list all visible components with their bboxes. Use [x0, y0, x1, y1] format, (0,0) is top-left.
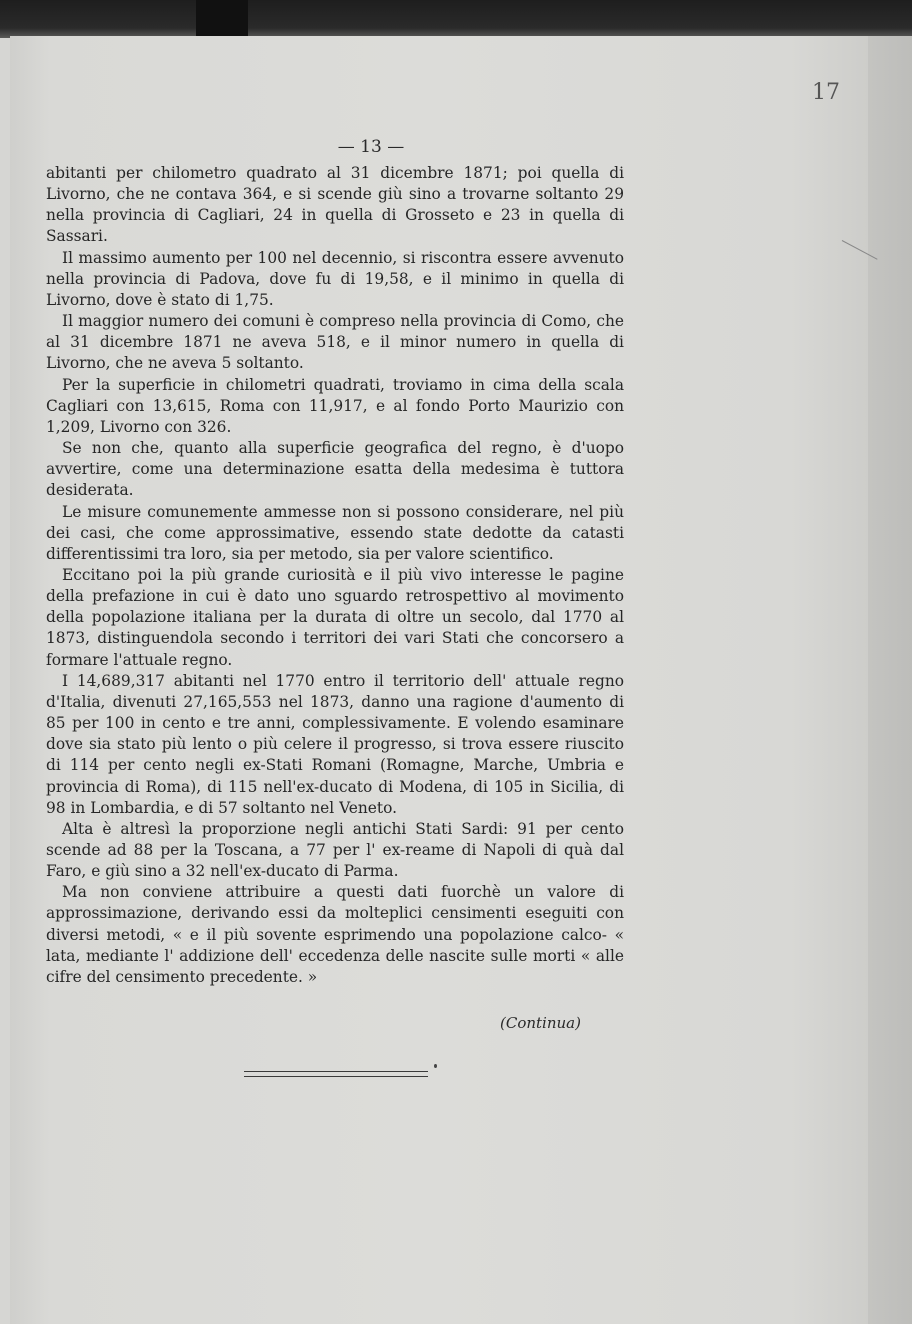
page-number: — 13 — [337, 137, 405, 157]
closing-rule [244, 1071, 428, 1072]
closing-rule [244, 1076, 428, 1077]
paragraph: Per la superficie in chilometri quadrati, troviamo in cima della scala Cagliari con 13,615, Roma con 11,917, e al fondo Porto Maurizio con 1,209, Livorno con 326. [46, 375, 624, 436]
paragraph: abitanti per chilometro quadrato al 31 dicembre 1871; poi quella di Livorno, che ne contava 364, e si scende giù sino a trovarne soltanto 29 nella provincia di Cagliari, 24 in quella di Grosseto e 23 in quella di Sassari. [46, 164, 624, 246]
paragraph: Ma non conviene attribuire a questi dati fuorchè un valore di approssimazione, derivando essi da molteplici censimenti eseguiti con diversi metodi, « e il più sovente esprimendo una popolazione calco- « lata, mediante l' addizione dell' eccedenza delle nascite sulle morti « alle cifre del censimento precedente. » [46, 883, 624, 986]
paragraph: Se non che, quanto alla superficie geografica del regno, è d'uopo avvertire, come una determinazione esatta della medesima è tuttora desiderata. [46, 439, 624, 500]
scan-right-margin [868, 36, 912, 1324]
paragraph: I 14,689,317 abitanti nel 1770 entro il territorio dell' attuale regno d'Italia, divenuti 27,165,553 nel 1873, danno una ragione d'aumento di 85 per 100 in cento e tre anni, complessivamente. E volendo esaminare dove sia stato più lento o più celere il progresso, si trova essere riuscito di 114 per cento negli ex-Stati Romani (Romagne, Marche, Umbria e provincia di Roma), di 115 nell'ex-ducato di Modena, di 105 in Sicilia, di 98 in Lombardia, e di 57 soltanto nel Veneto. [46, 671, 624, 817]
scan-top-border [0, 0, 912, 38]
paragraph: Il maggior numero dei comuni è compreso nella provincia di Como, che al 31 dicembre 1871 ne aveva 518, e il minor numero in quella di Livorno, che ne aveva 5 soltanto. [46, 312, 624, 373]
paragraph: Alta è altresì la proporzione negli antichi Stati Sardi: 91 per cento scende ad 88 per la Toscana, a 77 per l' ex-reame di Napoli di quà dal Faro, e giù sino a 32 nell'ex-ducato di Parma. [46, 819, 624, 881]
continued-note: (Continua) [500, 1014, 581, 1032]
paragraph: Il massimo aumento per 100 nel decennio, si riscontra essere avvenuto nella provincia di Padova, dove fu di 19,58, e il minimo in quella di Livorno, dove è stato di 1,75. [46, 248, 624, 309]
scan-dark-patch [196, 0, 248, 38]
body-text [46, 163, 624, 988]
paragraph: Le misure comunemente ammesse non si possono considerare, nel più dei casi, che come approssimative, essendo state dedotte da catasti differentissimi tra loro, sia per metodo, sia per valore scientifico. [46, 502, 624, 563]
paragraph: Eccitano poi la più grande curiosità e il più vivo interesse le pagine della prefazione in cui è dato uno sguardo retrospettivo al movimento della popolazione italiana per la durata di oltre un secolo, dal 1770 al 1873, distinguendola secondo i territori dei vari Stati che concorsero a formare l'attuale regno. [46, 565, 624, 669]
margin-handwritten-mark: 17 [812, 80, 840, 105]
ink-speck [434, 1064, 437, 1068]
